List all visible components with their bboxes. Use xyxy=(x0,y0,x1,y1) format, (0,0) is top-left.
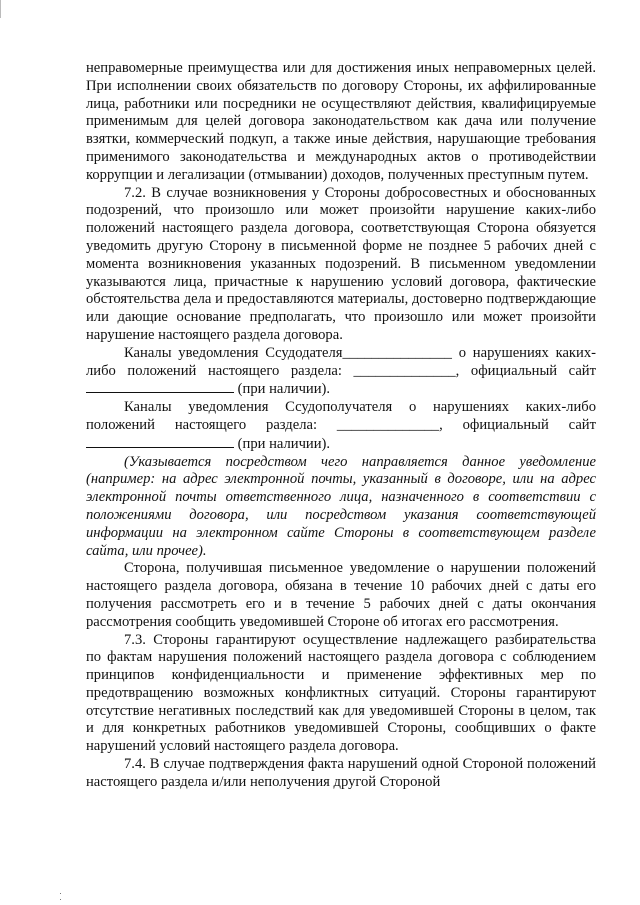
lender-channel-blank: _______________ xyxy=(342,344,452,361)
paragraph-notification-method-note: (Указывается посредством чего направляется данное уведомление (например: на адрес электронной почты, указанный в договоре, или на адрес электронной почты ответственного лица, назначенного в соответствии с положениями договора, или посредством указания соответствующей информации на электронном сайте Стороны в соответствующем разделе сайта, или прочее). xyxy=(86,453,596,559)
paragraph-review-of-notification: Сторона, получившая письменное уведомление о нарушении положений настоящего раздела договора, обязана в течение 10 рабочих дней с даты его получения рассмотреть его и в течение 5 рабочих дней с даты окончания рассмотрения сообщить уведомившей Стороне об итогах его рассмотрения. xyxy=(86,560,596,630)
scan-dot xyxy=(60,893,61,894)
scan-edge-mark xyxy=(0,0,31,18)
lender-channels-text: о нарушениях каких-либо положений настоящего раздела: xyxy=(86,344,596,379)
borrower-section-blank: ______________ xyxy=(336,416,440,433)
borrower-site-blank xyxy=(86,435,234,448)
lender-channels-label: Каналы уведомления Ссудодателя xyxy=(124,344,343,361)
paragraph-lender-notification-channels xyxy=(86,345,596,399)
paragraph-7-2: 7.2. В случае возникновения у Стороны добросовестных и обоснованных подозрений, что произошло или может произойти нарушение каких-либо положений настоящего раздела договора, соответствующая Сторона обязуется уведомить другую Сторону в письменной форме не позднее 5 рабочих дней с момента возникновения указанных подозрений. В письменном уведомлении указываются лица, причастные к нарушению условий договора, фактические обстоятельства дела и предоставляются материалы, достоверно подтверждающие или дающие основание предполагать, что произошло или может произойти нарушение настоящего раздела договора. xyxy=(86,184,596,343)
borrower-channels-text: Каналы уведомления Ссудополучателя о нарушениях каких-либо положений настоящего раздела: xyxy=(86,399,596,433)
paragraph-7-3: 7.3. Стороны гарантируют осуществление надлежащего разбирательства по фактам нарушения положений настоящего раздела договора с соблюдением принципов конфиденциальности и применение эффективных мер по предотвращению возможных конфликтных ситуаций. Стороны гарантируют отсутствие негативных последствий как для уведомившей Стороны в целом, так и для конкретных работников уведомившей Стороны, сообщивших о факте нарушений условий настоящего раздела договора. xyxy=(86,631,596,755)
borrower-site-label: , официальный сайт xyxy=(439,416,596,433)
paragraph-anticorruption-obligations: неправомерные преимущества или для достижения иных неправомерных целей. При исполнении своих обязательств по договору Стороны, их аффилированные лица, работники или посредники не осуществляют действия, квалифицируемые применимым для целей договора законодательством как дача или получение взятки, коммерческий подкуп, а также иные действия, нарушающие требования применимого законодательства и международных актов о противодействии коррупции и легализации (отмывании) доходов, полученных преступным путем. xyxy=(86,60,596,183)
paragraph-borrower-notification-channels xyxy=(86,399,596,453)
lender-site-blank xyxy=(86,380,234,393)
document-text xyxy=(86,60,596,792)
borrower-site-note: (при наличии). xyxy=(234,435,331,452)
lender-site-label: , официальный сайт xyxy=(455,362,596,379)
lender-section-blank: ______________ xyxy=(353,362,456,379)
lender-site-note: (при наличии). xyxy=(234,381,331,398)
scan-dot xyxy=(60,899,61,900)
paragraph-7-4: 7.4. В случае подтверждения факта нарушений одной Стороной положений настоящего раздела и/или неполучения другой Стороной xyxy=(86,756,596,790)
